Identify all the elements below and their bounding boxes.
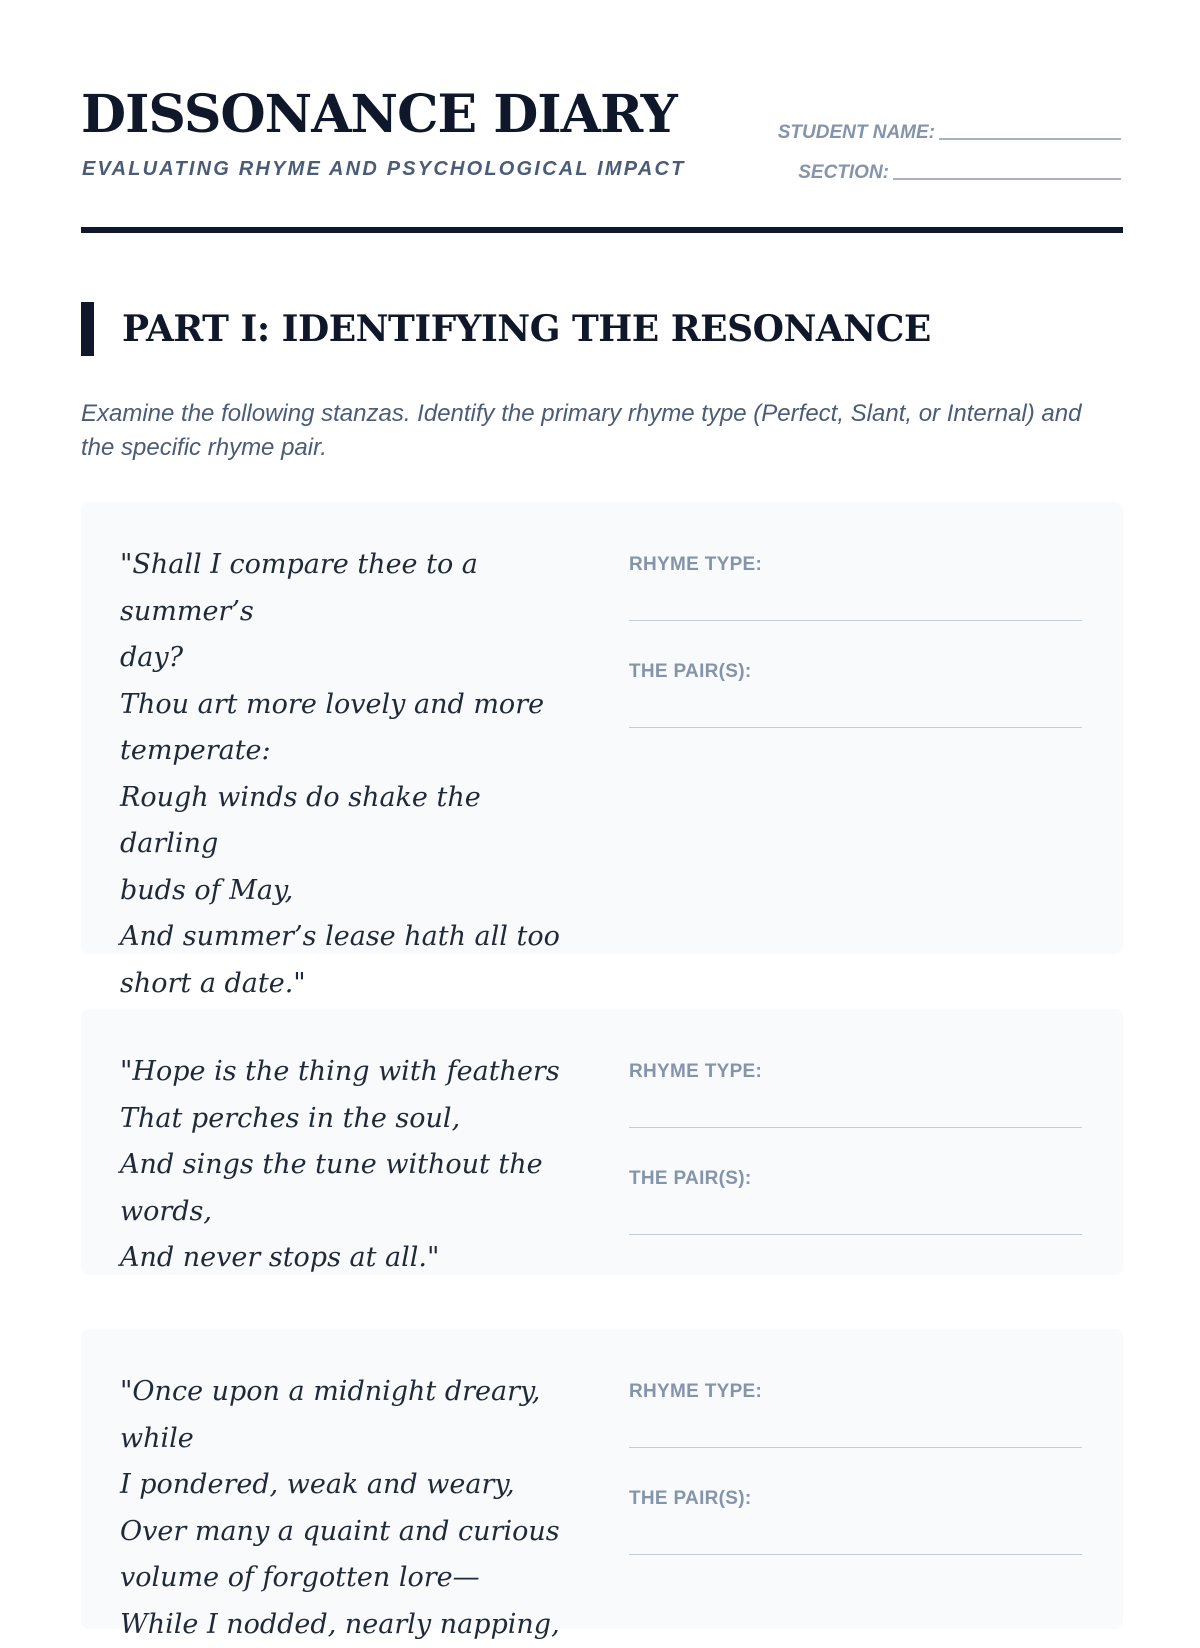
section-label: SECTION:	[798, 162, 889, 184]
rhyme-type-field[interactable]	[629, 1061, 1082, 1083]
stanza-line: "Hope is the thing with feathers	[120, 1049, 575, 1096]
student-name-label: STUDENT NAME:	[778, 122, 935, 144]
stanza-line: That perches in the soul,	[120, 1096, 575, 1143]
rhyme-type-label: RHYME TYPE:	[629, 1061, 1082, 1083]
stanza-line: And never stops at all."	[120, 1235, 575, 1282]
stanza-line: Over many a quaint and curious	[120, 1509, 575, 1556]
stanza-line: And sings the tune without the words,	[120, 1142, 575, 1235]
rhyme-type-answer-line[interactable]	[629, 620, 1082, 621]
rhyme-type-field[interactable]	[629, 554, 1082, 576]
stanza-line: buds of May,	[120, 868, 575, 915]
part-one-heading	[81, 302, 931, 356]
part-one-instructions: Examine the following stanzas. Identify the primary rhyme type (Perfect, Slant, or Internal) and the specific rhyme pair.	[81, 397, 1121, 465]
rhyme-type-answer-line[interactable]	[629, 1127, 1082, 1128]
stanza-line: Rough winds do shake the darling	[120, 775, 575, 868]
rhyme-type-field[interactable]	[629, 1381, 1082, 1403]
stanza-text	[120, 1369, 575, 1648]
stanza-line: temperate:	[120, 728, 575, 775]
header-divider	[81, 227, 1123, 233]
stanza-text	[120, 542, 575, 1007]
student-name-field[interactable]	[778, 122, 1121, 144]
rhyme-pairs-label: THE PAIR(S):	[629, 1488, 1082, 1510]
stanza-line: day?	[120, 635, 575, 682]
section-field[interactable]	[798, 162, 1121, 184]
rhyme-pairs-field[interactable]	[629, 1168, 1082, 1190]
document-subtitle: EVALUATING RHYME AND PSYCHOLOGICAL IMPACT	[82, 158, 686, 181]
rhyme-pairs-label: THE PAIR(S):	[629, 661, 1082, 683]
stanza-line: "Once upon a midnight dreary, while	[120, 1369, 575, 1462]
stanza-line: I pondered, weak and weary,	[120, 1462, 575, 1509]
rhyme-pairs-label: THE PAIR(S):	[629, 1168, 1082, 1190]
stanza-card	[81, 502, 1123, 954]
rhyme-pairs-field[interactable]	[629, 661, 1082, 683]
section-accent-bar	[81, 302, 94, 356]
document-title: DISSONANCE DIARY	[81, 84, 677, 146]
rhyme-type-label: RHYME TYPE:	[629, 1381, 1082, 1403]
stanza-line: And summer’s lease hath all too	[120, 914, 575, 961]
stanza-card	[81, 1329, 1123, 1629]
part-one-title: PART I: IDENTIFYING THE RESONANCE	[122, 308, 931, 350]
rhyme-type-label: RHYME TYPE:	[629, 554, 1082, 576]
stanza-line: volume of forgotten lore—	[120, 1555, 575, 1602]
stanza-text	[120, 1049, 575, 1282]
section-blank[interactable]	[893, 178, 1121, 180]
rhyme-pairs-field[interactable]	[629, 1488, 1082, 1510]
stanza-line: short a date."	[120, 961, 575, 1008]
stanza-line: While I nodded, nearly napping,	[120, 1602, 575, 1648]
stanza-line: "Shall I compare thee to a summer’s	[120, 542, 575, 635]
student-name-blank[interactable]	[939, 138, 1121, 140]
stanza-line: Thou art more lovely and more	[120, 682, 575, 729]
rhyme-pairs-answer-line[interactable]	[629, 1554, 1082, 1555]
rhyme-type-answer-line[interactable]	[629, 1447, 1082, 1448]
rhyme-pairs-answer-line[interactable]	[629, 727, 1082, 728]
stanza-card	[81, 1009, 1123, 1275]
rhyme-pairs-answer-line[interactable]	[629, 1234, 1082, 1235]
